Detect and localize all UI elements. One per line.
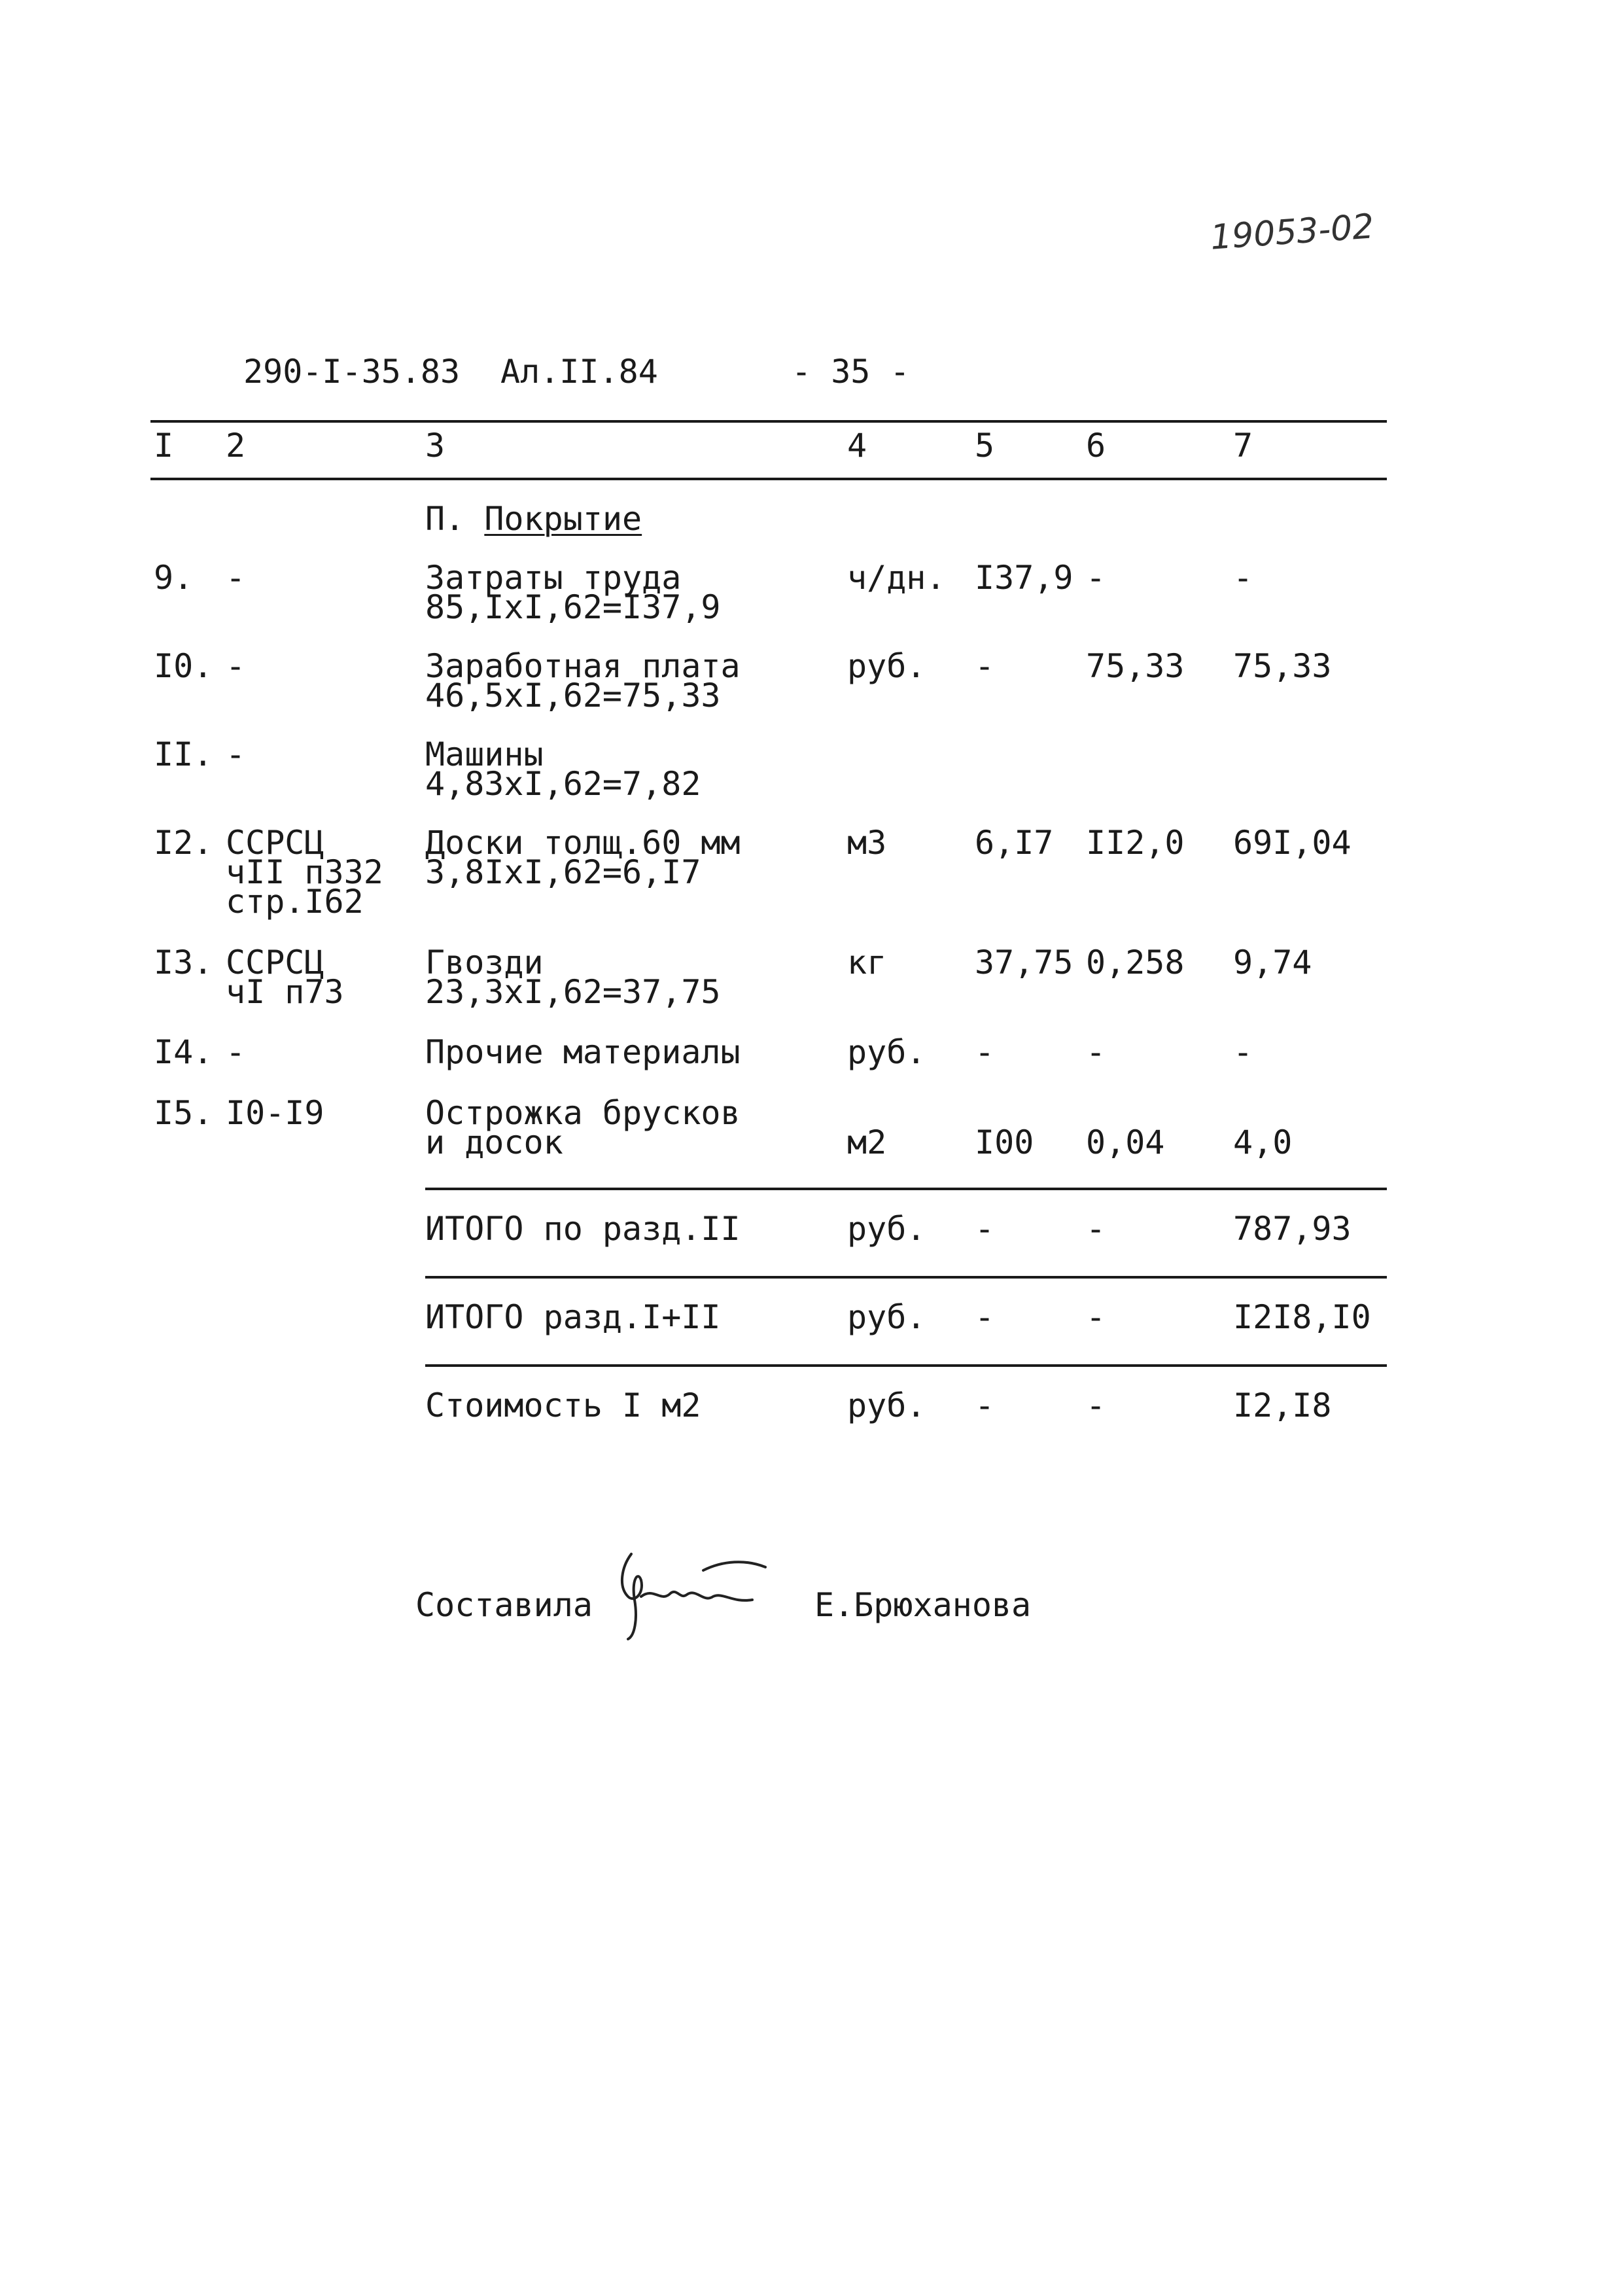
row-total: 4,0 (1233, 1123, 1293, 1161)
row-unit: руб. (847, 647, 926, 685)
author-name: Е.Брюханова (814, 1586, 1032, 1624)
column-header: 5 (975, 427, 995, 465)
total-label: Стоимость I м2 (425, 1386, 701, 1424)
row-name: Заработная плата (425, 647, 741, 685)
row-price: 0,258 (1086, 944, 1185, 981)
row-source: - (226, 647, 246, 685)
row-source: - (226, 735, 246, 773)
row-source: ССРСЦ (226, 824, 324, 862)
document-code: 290-I-35.83 (243, 353, 461, 391)
row-unit: руб. (847, 1033, 926, 1071)
row-name: Машины (425, 735, 544, 773)
archive-stamp-number: 19053-02 (1209, 207, 1376, 258)
row-name: Острожка брусков (425, 1094, 741, 1132)
total-value: I2,I8 (1233, 1386, 1332, 1424)
header-bottom-rule (150, 478, 1387, 480)
section-prefix: П. (425, 500, 465, 538)
row-calculation: 85,IxI,62=I37,9 (425, 588, 721, 626)
total-quantity: - (975, 1386, 995, 1424)
total-unit: руб. (847, 1386, 926, 1424)
row-total: 75,33 (1233, 647, 1332, 685)
row-unit: м3 (847, 824, 887, 862)
row-total: 69I,04 (1233, 824, 1352, 862)
total-value: 787,93 (1233, 1210, 1352, 1248)
row-quantity: I37,9 (975, 559, 1073, 597)
row-number: I5. (154, 1094, 213, 1132)
row-source: I0-I9 (226, 1094, 324, 1132)
column-header: 6 (1086, 427, 1106, 465)
row-quantity: 6,I7 (975, 824, 1054, 862)
row-quantity: I00 (975, 1123, 1034, 1161)
row-total: - (1233, 559, 1253, 597)
total-unit: руб. (847, 1210, 926, 1248)
row-number: I4. (154, 1033, 213, 1071)
row-price: II2,0 (1086, 824, 1185, 862)
column-header: I (154, 427, 174, 465)
row-calculation: 23,3xI,62=37,75 (425, 973, 721, 1011)
section-title: Покрытие (484, 500, 642, 538)
total-quantity: - (975, 1210, 995, 1248)
row-source: ССРСЦ (226, 944, 324, 981)
total-quantity: - (975, 1298, 995, 1336)
row-calculation: 46,5xI,62=75,33 (425, 677, 721, 715)
row-number: I0. (154, 647, 213, 685)
total-price: - (1086, 1298, 1106, 1336)
row-price: 75,33 (1086, 647, 1185, 685)
row-name: Прочие материалы (425, 1033, 741, 1071)
row-name: Доски толщ.60 мм (425, 824, 741, 862)
total-price: - (1086, 1210, 1106, 1248)
row-source: стр.I62 (226, 883, 364, 921)
row-unit: кг (847, 944, 887, 981)
row-price: 0,04 (1086, 1123, 1165, 1161)
row-number: 9. (154, 559, 194, 597)
row-quantity: - (975, 1033, 995, 1071)
section-heading (425, 500, 642, 538)
total-value: I2I8,I0 (1233, 1298, 1371, 1336)
column-header: 3 (425, 427, 445, 465)
row-source: чII п332 (226, 853, 383, 891)
total-price: - (1086, 1386, 1106, 1424)
row-number: II. (154, 735, 213, 773)
signature (605, 1541, 775, 1646)
row-number: I3. (154, 944, 213, 981)
row-total: - (1233, 1033, 1253, 1071)
row-quantity: - (975, 647, 995, 685)
row-source: - (226, 1033, 246, 1071)
album-code: Ал.II.84 (500, 353, 658, 391)
total-unit: руб. (847, 1298, 926, 1336)
totals-rule (425, 1364, 1387, 1367)
row-price: - (1086, 559, 1106, 597)
totals-rule (425, 1276, 1387, 1279)
column-header: 2 (226, 427, 246, 465)
row-name: Гвозди (425, 944, 544, 981)
row-price: - (1086, 1033, 1106, 1071)
row-source: - (226, 559, 246, 597)
row-calculation: 3,8IxI,62=6,I7 (425, 853, 701, 891)
row-total: 9,74 (1233, 944, 1312, 981)
total-label: ИТОГО разд.I+II (425, 1298, 721, 1336)
page-number: - 35 - (792, 353, 910, 391)
row-unit: м2 (847, 1123, 887, 1161)
column-header: 7 (1233, 427, 1253, 465)
row-source: чI п73 (226, 973, 344, 1011)
totals-rule (425, 1188, 1387, 1190)
table-top-rule (150, 420, 1387, 423)
composed-by-label: Составила (415, 1586, 593, 1624)
row-calculation: 4,83xI,62=7,82 (425, 765, 701, 803)
row-number: I2. (154, 824, 213, 862)
row-name: и досок (425, 1123, 563, 1161)
row-unit: ч/дн. (847, 559, 946, 597)
row-quantity: 37,75 (975, 944, 1073, 981)
total-label: ИТОГО по разд.II (425, 1210, 741, 1248)
row-name: Затраты труда (425, 559, 682, 597)
column-header: 4 (847, 427, 867, 465)
